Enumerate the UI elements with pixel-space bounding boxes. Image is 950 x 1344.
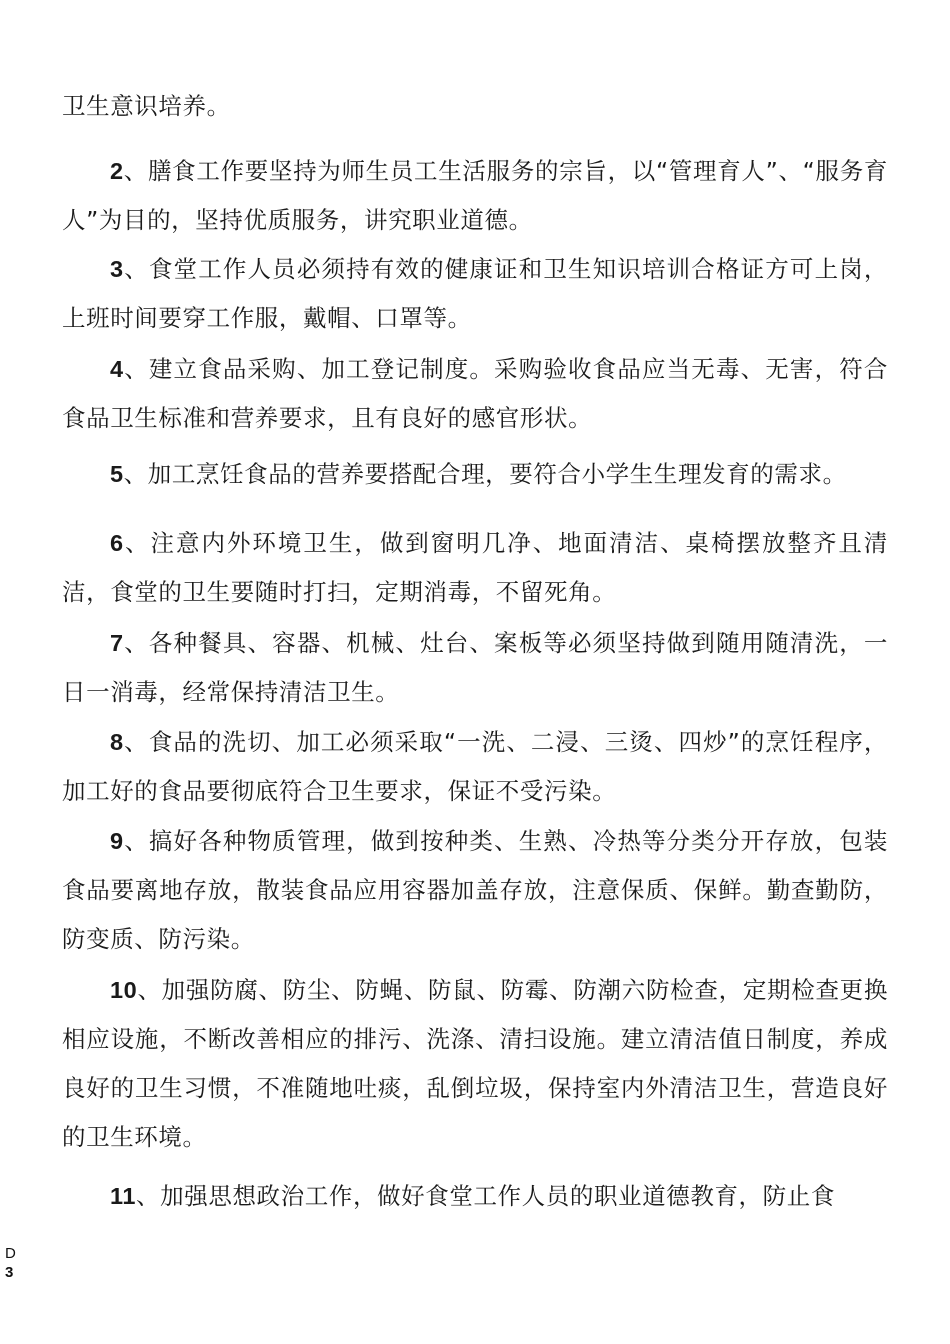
item-text: 、加工烹饪食品的营养要搭配合理，要符合小学生生理发育的需求。 (123, 460, 847, 488)
item-text: 、膳食工作要坚持为师生员工生活服务的宗旨，以“管理育人”、“服务育人”为目的，坚持优质服务，讲究职业道德。 (62, 157, 888, 234)
item-number: 2 (110, 158, 124, 184)
list-item-8 (62, 718, 888, 816)
list-item-10 (62, 966, 888, 1162)
list-item-5 (62, 450, 888, 499)
item-text: 、食品的洗切、加工必须采取“一洗、二浸、三烫、四炒”的烹饪程序，加工好的食品要彻底符合卫生要求，保证不受污染。 (62, 728, 888, 805)
list-item-3 (62, 245, 888, 343)
item-text: 、食堂工作人员必须持有效的健康证和卫生知识培训合格证方可上岗，上班时间要穿工作服，戴帽、口罩等。 (62, 255, 888, 332)
list-item-9 (62, 817, 888, 964)
item-text: 、搞好各种物质管理，做到按种类、生熟、冷热等分类分开存放，包装食品要离地存放，散装食品应用容器加盖存放，注意保质、保鲜。勤查勤防，防变质、防污染。 (62, 827, 888, 953)
list-item-6 (62, 519, 888, 617)
item-text: 、注意内外环境卫生，做到窗明几净、地面清洁、桌椅摆放整齐且清洁，食堂的卫生要随时打扫，定期消毒，不留死角。 (62, 529, 888, 606)
list-item-4 (62, 345, 888, 443)
item-number: 5 (110, 461, 124, 487)
intro-tail-paragraph (62, 82, 888, 131)
item-number: 4 (110, 356, 124, 382)
footer-mark-line1: D (5, 1245, 16, 1262)
intro-tail-text: 卫生意识培养。 (62, 92, 231, 120)
list-item-7 (62, 619, 888, 717)
item-number: 10 (110, 977, 138, 1003)
footer-mark-line2: 3 (5, 1264, 14, 1281)
list-item-2 (62, 147, 888, 245)
item-number: 9 (110, 828, 124, 854)
item-text: 、加强防腐、防尘、防蝇、防鼠、防霉、防潮六防检查，定期检查更换相应设施，不断改善相应的排污、洗涤、清扫设施。建立清洁值日制度，养成良好的卫生习惯，不准随地吐痰，乱倒垃圾，保持室内外清洁卫生，营造良好的卫生环境。 (62, 976, 888, 1151)
list-item-11 (62, 1172, 888, 1221)
item-number: 11 (110, 1183, 137, 1209)
item-number: 8 (110, 729, 124, 755)
item-text: 、各种餐具、容器、机械、灶台、案板等必须坚持做到随用随清洗，一日一消毒，经常保持清洁卫生。 (62, 629, 888, 706)
item-number: 6 (110, 530, 124, 556)
item-text: 、加强思想政治工作，做好食堂工作人员的职业道德教育，防止食 (136, 1182, 835, 1210)
item-number: 7 (110, 630, 124, 656)
item-text: 、建立食品采购、加工登记制度。采购验收食品应当无毒、无害，符合食品卫生标准和营养要求，且有良好的感官形状。 (62, 355, 888, 432)
item-number: 3 (110, 256, 124, 282)
